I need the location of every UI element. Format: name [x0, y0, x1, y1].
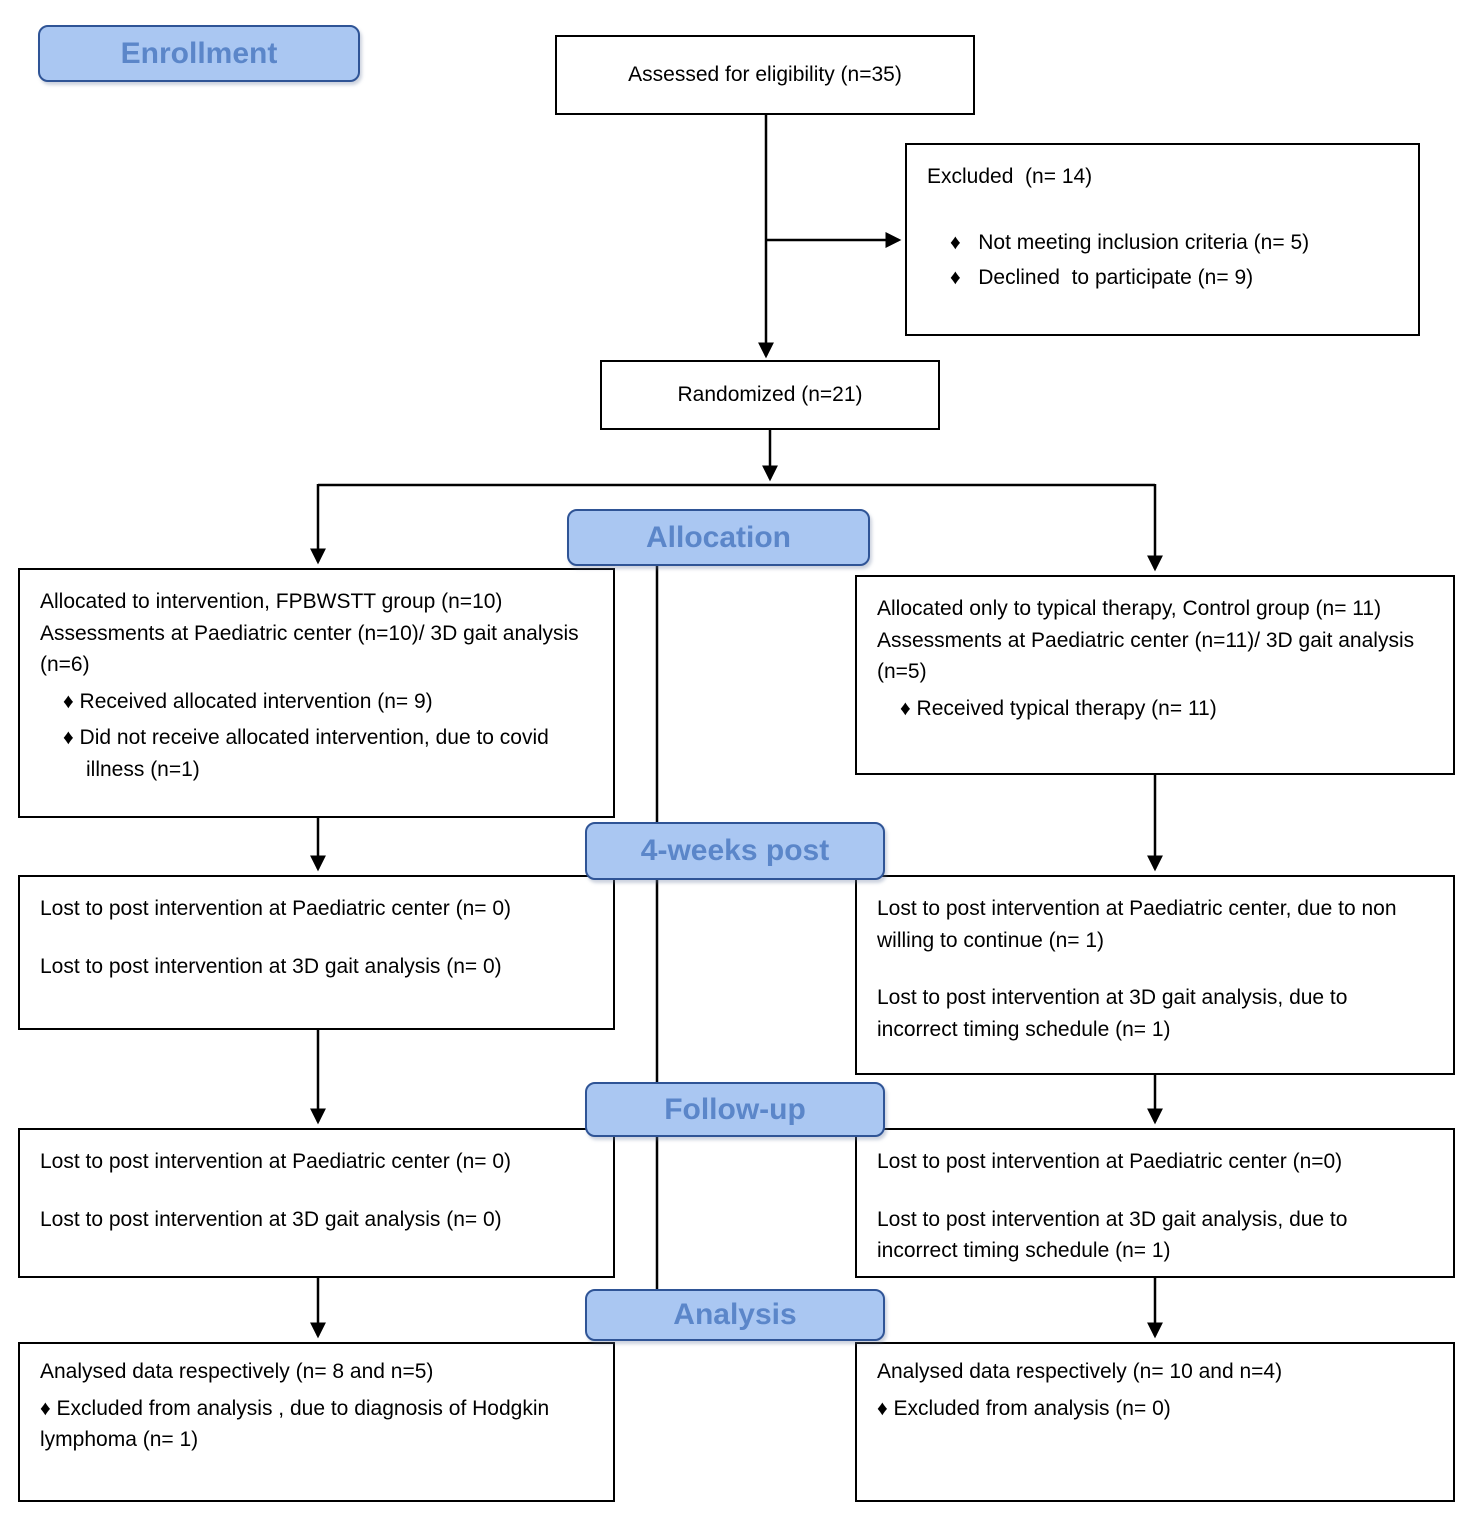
box-lost-follow-up-intervention — [18, 1128, 615, 1278]
box-excluded — [905, 143, 1420, 336]
text-line: Allocated only to typical therapy, Control group (n= 11) — [877, 597, 1382, 620]
stage-label-4-weeks-post: 4-weeks post — [585, 822, 885, 880]
text-line: Lost to post intervention at Paediatric center (n= 0) — [40, 897, 512, 920]
text-line: Assessments at Paediatric center (n=11)/ 3D gait analysis (n=5) — [877, 628, 1420, 683]
text-line: ♦ Declined to participate (n= 9) — [950, 266, 1254, 290]
text-line: Randomized (n=21) — [677, 383, 863, 407]
stage-label-analysis: Analysis — [585, 1289, 885, 1341]
text-line: Excluded (n= 14) — [927, 165, 1093, 188]
stage-label-enrollment: Enrollment — [38, 25, 360, 82]
text-line: Lost to post intervention at 3D gait analysis (n= 0) — [40, 1207, 502, 1231]
box-allocated-intervention — [18, 568, 615, 818]
box-allocated-control — [855, 575, 1455, 775]
box-lost-follow-up-control — [855, 1128, 1455, 1278]
box-assessed-eligibility — [555, 35, 975, 115]
text-line: Lost to post intervention at Paediatric center (n= 0) — [40, 1150, 512, 1173]
stage-label-allocation: Allocation — [567, 509, 870, 566]
text-line: ♦ Received typical therapy (n= 11) — [900, 696, 1217, 720]
text-line: ♦ Excluded from analysis (n= 0) — [877, 1396, 1171, 1420]
text-line: ♦ Did not receive allocated intervention, due to covid illness (n=1) — [63, 726, 555, 781]
text-line: ♦ Excluded from analysis , due to diagnosis of Hodgkin lymphoma (n= 1) — [40, 1396, 556, 1451]
box-lost-4-weeks-control — [855, 875, 1455, 1075]
box-analysis-intervention — [18, 1342, 615, 1502]
box-analysis-control — [855, 1342, 1455, 1502]
text-line: Lost to post intervention at 3D gait analysis (n= 0) — [40, 954, 502, 978]
box-lost-4-weeks-intervention — [18, 875, 615, 1030]
text-line: ♦ Received allocated intervention (n= 9) — [63, 689, 433, 713]
text-line: Allocated to intervention, FPBWSTT group (n=10) — [40, 590, 503, 613]
text-line: Analysed data respectively (n= 8 and n=5) — [40, 1360, 434, 1383]
box-randomized — [600, 360, 940, 430]
text-line: ♦ Not meeting inclusion criteria (n= 5) — [950, 230, 1310, 254]
text-line: Lost to post intervention at Paediatric center (n=0) — [877, 1150, 1343, 1173]
text-line: Lost to post intervention at Paediatric center, due to non willing to continue (n= 1) — [877, 897, 1403, 952]
text-line: Lost to post intervention at 3D gait analysis, due to incorrect timing schedule (n= 1) — [877, 1207, 1354, 1262]
text-line: Lost to post intervention at 3D gait analysis, due to incorrect timing schedule (n= 1) — [877, 986, 1354, 1041]
text-line: Analysed data respectively (n= 10 and n=4) — [877, 1360, 1283, 1383]
stage-label-follow-up: Follow-up — [585, 1082, 885, 1137]
text-line: Assessments at Paediatric center (n=10)/ 3D gait analysis (n=6) — [40, 621, 585, 676]
text-line: Assessed for eligibility (n=35) — [628, 63, 902, 87]
